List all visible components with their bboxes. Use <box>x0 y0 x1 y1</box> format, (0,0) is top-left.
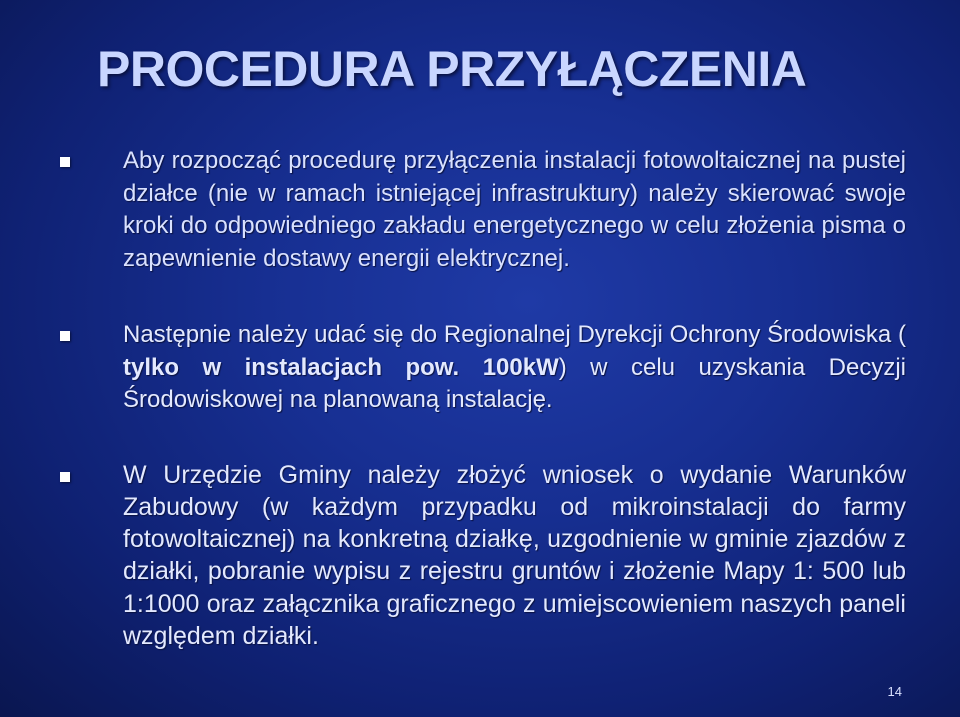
bullet-item-utility <box>60 145 906 275</box>
bullet-text-emphasis: tylko w instalacjach pow. 100kW <box>123 353 559 381</box>
page-number: 14 <box>887 684 902 699</box>
square-bullet-icon <box>60 472 70 482</box>
bullet-text: Aby rozpocząć procedurę przyłączenia instalacji fotowoltaicznej na pustej działce (nie w ramach istniejącej infrastruktury) należy skierować swoje kroki do odpowiedniego zakładu energetycznego w celu złożenia pisma o zapewnienie dostawy energii elektrycznej. <box>123 147 906 272</box>
bullet-item-municipality <box>60 459 906 653</box>
bullet-item-rdos <box>60 319 906 417</box>
slide-title: PROCEDURA PRZYŁĄCZENIA <box>97 41 807 97</box>
bullet-text: W Urzędzie Gminy należy złożyć wniosek o wydanie Warunków Zabudowy (w każdym przypadku od mikroinstalacji do farmy fotowoltaicznej) na konkretną działkę, uzgodnienie w gminie zjazdów z działki, pobranie wypisu z rejestru gruntów i złożenie Mapy 1: 500 lub 1:1000 oraz załącznika graficznego z umiejscowieniem naszych paneli względem działki. <box>123 460 906 650</box>
bullet-text-start: Następnie należy udać się do Regionalnej Dyrekcji Ochrony Środowiska ( <box>123 321 906 348</box>
bullet-text-end: ) w celu uzyskania Decyzji Środowiskowej na planowaną instalację. <box>123 353 906 413</box>
bullet-list <box>60 145 906 652</box>
square-bullet-icon <box>60 331 70 341</box>
square-bullet-icon <box>60 157 70 167</box>
